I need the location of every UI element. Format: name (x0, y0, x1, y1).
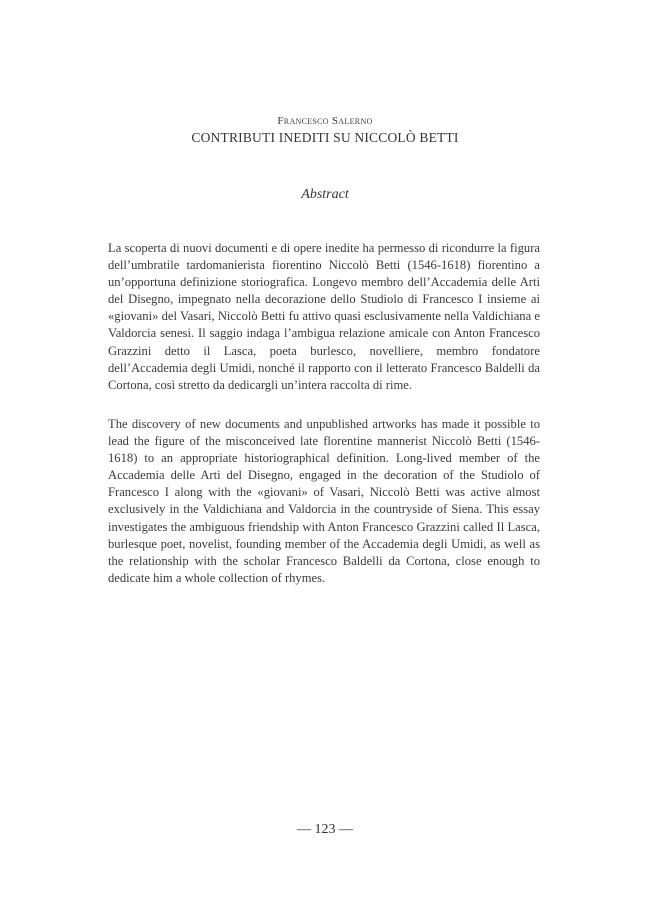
article-title: CONTRIBUTI INEDITI SU NICCOLÒ BETTI (191, 130, 459, 145)
abstract-italian: La scoperta di nuovi documenti e di opere inedite ha permesso di ricondurre la figura dell’umbratile tardomanierista fiorentino Niccolò Betti (1546-1618) fiorentino a un’opportuna definizione storiografica. Longevo membro dell’Accademia delle Arti del Disegno, impegnato nella decorazione dello Studiolo di Francesco I insieme ai «giovani» del Vasari, Niccolò Betti fu attivo quasi esclusivamente nella Valdichiana e Valdorcia senesi. Il saggio indaga l’ambigua relazione amicale con Anton Francesco Grazzini detto il Lasca, poeta burlesco, novelliere, membro fondatore dell’Accademia degli Umidi, nonché il rapporto con il letterato Francesco Baldelli da Cortona, così stretto da dedicargli un’intera raccolta di rime. (108, 241, 540, 392)
abstract-heading: Abstract (301, 187, 349, 202)
page-number: — 123 — (297, 822, 353, 837)
abstract-english: The discovery of new documents and unpublished artworks has made it possible to lead the figure of the misconceived late florentine mannerist Niccolò Betti (1546-1618) to an appropriate historiographical definition. Long-lived member of the Accademia delle Arti del Disegno, engaged in the decoration of the Studiolo of Francesco I along with the «giovani» of Vasari, Niccolò Betti was active almost exclusively in the Valdichiana and Valdorcia in the countryside of Siena. This essay investigates the ambiguous friendship with Anton Francesco Grazzini called Il Lasca, burlesque poet, novelist, founding member of the Accademia degli Umidi, as well as the relationship with the scholar Francesco Baldelli da Cortona, close enough to dedicate him a whole collection of rhymes. (108, 417, 540, 585)
author-name: Francesco Salerno (277, 115, 373, 127)
